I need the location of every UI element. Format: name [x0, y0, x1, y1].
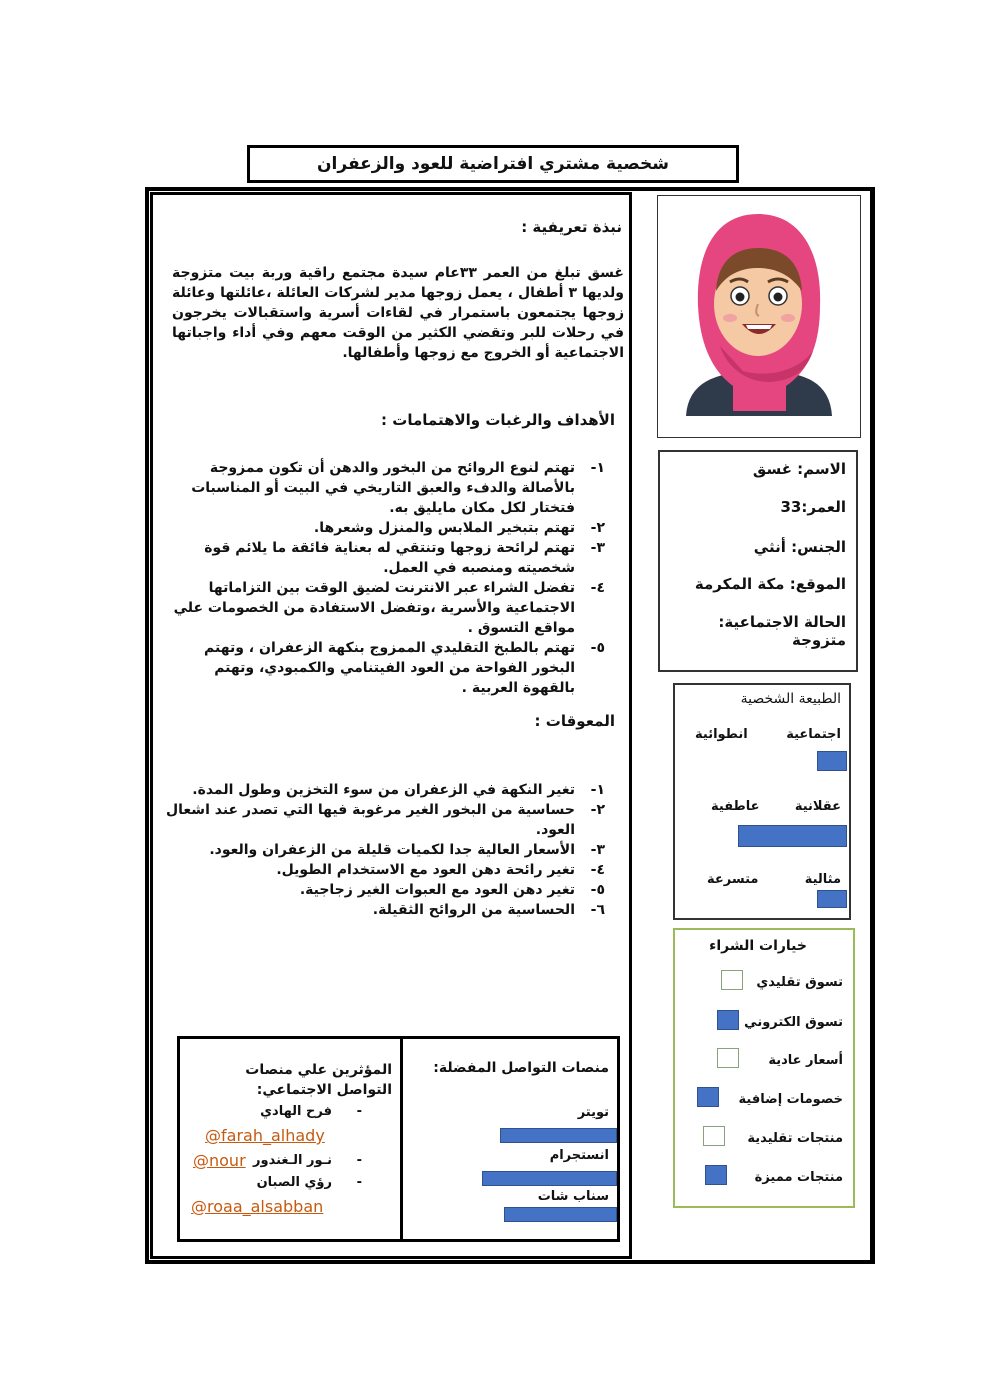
page-title: شخصية مشتري افتراضية للعود والزعفران	[247, 145, 739, 183]
goals-heading: الأهداف والرغبات والاهتمامات :	[381, 411, 615, 429]
goals-list	[165, 458, 605, 698]
buying-option-checkbox[interactable]	[721, 970, 743, 990]
buying-option-checkbox[interactable]	[717, 1048, 739, 1068]
buying-option-label: منتجات تقليدية	[747, 1131, 843, 1146]
platform-bar-instagram	[482, 1171, 617, 1186]
personality-section	[673, 683, 851, 920]
list-item: ٢- حساسية من البخور الغير مرغوبة فيها التي تصدر عند اشعال العود.	[166, 802, 605, 838]
list-item: ٣- الأسعار العالية جدا لكميات قليلة من الزعفران والعود.	[209, 842, 605, 858]
trait-bar	[817, 890, 847, 908]
intro-heading: نبذة تعريفية :	[521, 218, 622, 236]
personality-heading: الطبيعة الشخصية	[740, 691, 841, 707]
buying-option-checkbox[interactable]	[703, 1126, 725, 1146]
buying-heading: خيارات الشراء	[709, 938, 807, 954]
platforms-heading: منصات التواصل المفضلة:	[433, 1060, 609, 1076]
list-item: ١- تغير النكهة في الزعفران من سوء التخزين وطول المدة.	[192, 782, 605, 798]
platform-label-snapchat: سناب شات	[537, 1189, 609, 1204]
profile-age: العمر:33	[780, 498, 846, 516]
avatar	[658, 196, 860, 437]
profile-name: الاسم: غسق	[752, 460, 846, 478]
buying-option-label: أسعار عادية	[768, 1053, 843, 1068]
buying-option-label: منتجات مميزة	[754, 1170, 843, 1185]
obstacles-heading: المعوقات :	[534, 712, 615, 730]
list-item: ٥- تهتم بالطبخ التقليدي الممزوج بنكهة الزعفران ، وتهتم البخور الفواحة من العود الفيتنامي والكمبودي، وتهتم بالقهوة العربية .	[204, 640, 605, 696]
platform-bar-twitter	[500, 1128, 617, 1143]
list-item: ٢- تهتم بتبخير الملابس والمنزل وشعرها.	[313, 520, 605, 536]
buying-options-section	[673, 928, 855, 1208]
trait-left-label: متسرعة	[707, 872, 759, 887]
buying-option-checkbox[interactable]	[705, 1165, 727, 1185]
influencer-handle-link[interactable]: @farah_alhady	[205, 1126, 325, 1145]
profile-gender: الجنس: أنثي	[753, 538, 846, 556]
obstacles-list	[155, 780, 605, 920]
trait-right-label: عقلانية	[794, 799, 841, 814]
influencer-handle-link[interactable]: @roaa_alsabban	[191, 1197, 324, 1216]
influencer-bullet: -	[356, 1153, 362, 1168]
list-item: ٤- تفضل الشراء عبر الانترنت لضيق الوقت بين التزاماتها الاجتماعية والأسرية ،وتفضل الاستفادة من الخصومات علي مواقع التسوق .	[173, 580, 605, 636]
list-item: ٣- تهتم لرائحة زوجها وتنتقي له بعناية فائقة ما يلائم قوة شخصيته ومنصبه في العمل.	[204, 540, 605, 576]
list-item: ٥- تغير دهن العود مع العبوات الغير زجاجية.	[299, 882, 605, 898]
trait-left-label: انطوائية	[695, 727, 748, 742]
platform-label-twitter: تويتر	[577, 1105, 609, 1120]
buying-option-label: خصومات إضافية	[738, 1092, 843, 1107]
profile-status: الحالة الاجتماعية: متزوجة	[718, 613, 846, 649]
frame-divider	[870, 190, 873, 1260]
influencer-bullet: -	[356, 1104, 362, 1119]
buying-option-label: تسوق تقليدي	[756, 975, 843, 990]
avatar-frame	[657, 195, 861, 438]
influencer-handle-link[interactable]: @nour	[193, 1151, 246, 1170]
influencer-name: رؤي الصبان	[256, 1175, 332, 1190]
buying-option-checkbox[interactable]	[697, 1087, 719, 1107]
trait-left-label: عاطفية	[711, 799, 760, 814]
platform-label-instagram: انستجرام	[549, 1148, 609, 1163]
platform-bar-snapchat	[504, 1207, 617, 1222]
trait-right-label: اجتماعية	[786, 727, 841, 742]
social-divider	[400, 1036, 403, 1242]
buying-option-checkbox[interactable]	[717, 1010, 739, 1030]
influencer-name: فرح الهادي	[260, 1104, 332, 1119]
buying-option-label: تسوق الكتروني	[744, 1015, 843, 1030]
trait-bar	[738, 825, 847, 847]
trait-bar	[817, 751, 847, 771]
influencer-name: نـور الـغندور	[253, 1153, 332, 1168]
list-item: ٤- تغير رائحة دهن العود مع الاستخدام الطويل.	[276, 862, 605, 878]
influencers-heading: المؤثرين علي منصات التواصل الاجتماعي:	[245, 1062, 392, 1098]
intro-text: غسق تبلغ من العمر ٣٣عام سيدة مجتمع راقية وربة بيت متزوجة ولديها ٣ أطفال ، يعمل زوجها مدير لشركات العائلة ،عائلتها وعائلة زوجها يجتمعون باستمرار في لقاءات أسرية واستقبالات يخرجون في رحلات للبر وتقضي الكثير من الوقت معهم وفي أداء واجباتها الاجتماعية أو الخروج مع زوجها وأطفالها.	[172, 265, 624, 361]
influencer-bullet: -	[356, 1175, 362, 1190]
trait-right-label: مثالية	[804, 872, 841, 887]
profile-location: الموقع: مكة المكرمة	[694, 575, 846, 593]
list-item: ٦- الحساسية من الروائح الثقيلة.	[372, 902, 605, 918]
profile-info	[658, 450, 858, 672]
list-item: ١- تهتم لنوع الروائح من البخور والدهن أن تكون ممزوجة بالأصالة والدفء والعبق التاريخي في البيت أو المناسبات فتختار لكل مكان مايليق به.	[191, 460, 605, 516]
